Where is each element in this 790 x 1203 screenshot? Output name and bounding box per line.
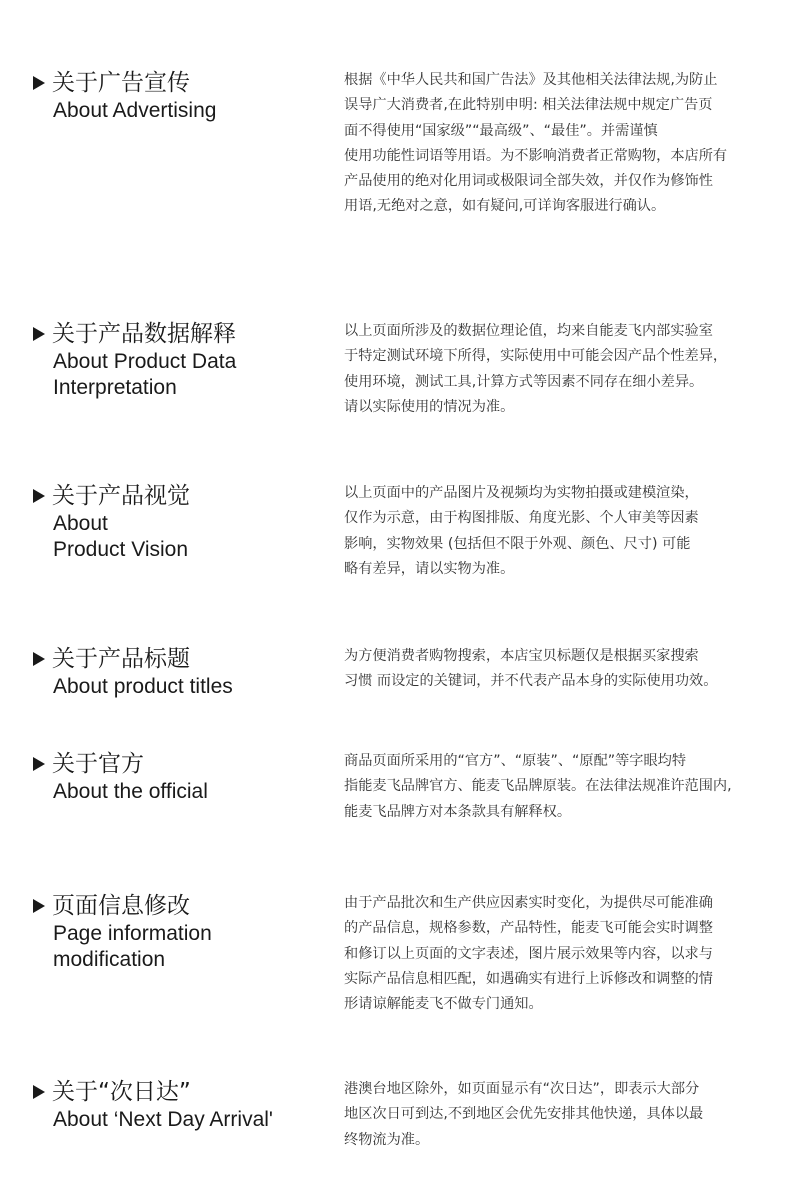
body-line: 商品页面所采用的“官方”、“原装”、“原配”等字眼均特	[344, 753, 687, 769]
body-line: 于特定测试环境下所得，实际使用中可能会因产品个性差异，	[344, 348, 728, 365]
body-line: 以上页面所涉及的数据位理论值，均来自能麦飞内部实验室	[344, 323, 713, 339]
triangle-arrow-icon	[33, 76, 45, 90]
section-heading	[33, 891, 333, 973]
section-title-zh: 关于广告宣传	[52, 70, 190, 96]
section-title-en: About Advertising	[53, 99, 217, 122]
section-title-en: Interpretation	[53, 376, 177, 399]
body-line: 和修订以上页面的文字表述，图片展示效果等内容，以求与	[344, 945, 713, 962]
body-line: 为方便消费者购物搜索，本店宝贝标题仅是根据买家搜索	[344, 648, 699, 664]
section-body	[344, 1077, 786, 1153]
section-heading	[33, 1077, 333, 1133]
section-title-zh: 关于产品数据解释	[52, 321, 236, 347]
section-title-zh: 关于产品标题	[52, 646, 190, 672]
body-line: 地区次日可到达,不到地区会优先安排其他快递，具体以最	[344, 1106, 704, 1123]
body-line: 能麦飞品牌方对本条款具有解释权。	[344, 803, 572, 820]
body-line: 实际产品信息相匹配，如遇确实有进行上诉修改和调整的情	[344, 970, 713, 987]
section-body	[344, 319, 786, 420]
section-body	[344, 644, 786, 695]
body-line: 习惯 而设定的关键词，并不代表产品本身的实际使用功效。	[344, 673, 718, 690]
section-title-en: About ‘Next Day Arrival'	[53, 1108, 273, 1131]
section-body	[344, 749, 790, 825]
triangle-arrow-icon	[33, 899, 45, 913]
section-title-en: Page information	[53, 922, 212, 945]
body-line: 根据《中华人民共和国广告法》及其他相关法律法规,为防止	[344, 72, 718, 88]
section-title-en: About product titles	[53, 675, 233, 698]
section-body	[344, 891, 786, 1017]
body-line: 仅作为示意，由于构图排版、角度光影、个人审美等因素	[344, 510, 699, 527]
section-heading	[33, 749, 333, 805]
body-line: 港澳台地区除外，如页面显示有“次日达”，即表示大部分	[344, 1081, 700, 1097]
section-heading	[33, 319, 333, 401]
section-body	[344, 481, 786, 582]
triangle-arrow-icon	[33, 652, 45, 666]
triangle-arrow-icon	[33, 757, 45, 771]
section-title-en: Product Vision	[53, 538, 189, 561]
body-line: 使用环境，测试工具,计算方式等因素不同存在细小差异。	[344, 373, 704, 390]
body-line: 指能麦飞品牌官方、能麦飞品牌原装。在法律法规准许范围内,	[344, 778, 732, 795]
body-line: 产品使用的绝对化用词或极限词全部失效，并仅作为修饰性	[344, 173, 713, 190]
body-line: 终物流为准。	[344, 1131, 430, 1148]
body-line: 请以实际使用的情况为准。	[344, 398, 515, 415]
section-title-en: modification	[53, 948, 166, 971]
body-line: 用语,无绝对之意，如有疑问,可详询客服进行确认。	[344, 198, 666, 215]
triangle-arrow-icon	[33, 489, 45, 503]
body-line: 误导广大消费者,在此特别申明: 相关法律法规中规定广告页	[344, 97, 713, 114]
section-title-en: About the official	[53, 780, 208, 803]
body-line: 形请谅解能麦飞不做专门通知。	[344, 996, 543, 1013]
triangle-arrow-icon	[33, 1085, 45, 1099]
section-title-en: About Product Data	[53, 350, 237, 373]
section-title-zh: 关于“次日达”	[52, 1079, 191, 1105]
body-line: 面不得使用“国家级”“最高级”、“最佳”。并需谨慎	[344, 122, 658, 139]
body-line: 由于产品批次和生产供应因素实时变化，为提供尽可能准确	[344, 895, 713, 911]
section-title-en: About	[53, 512, 108, 535]
body-line: 以上页面中的产品图片及视频均为实物拍摄或建模渲染，	[344, 485, 699, 501]
section-title-zh: 关于官方	[52, 751, 144, 777]
section-body	[344, 68, 786, 220]
section-heading	[33, 481, 333, 563]
body-line: 略有差异，请以实物为准。	[344, 560, 515, 577]
body-line: 的产品信息，规格参数，产品特性，能麦飞可能会实时调整	[344, 920, 713, 937]
section-title-zh: 页面信息修改	[52, 893, 190, 919]
section-heading	[33, 68, 333, 124]
body-line: 影响，实物效果 (包括但不限于外观、颜色、尺寸) 可能	[344, 535, 691, 552]
section-title-zh: 关于产品视觉	[52, 483, 190, 509]
body-line: 使用功能性词语等用语。为不影响消费者正常购物，本店所有	[344, 147, 728, 164]
triangle-arrow-icon	[33, 327, 45, 341]
section-heading	[33, 644, 333, 700]
